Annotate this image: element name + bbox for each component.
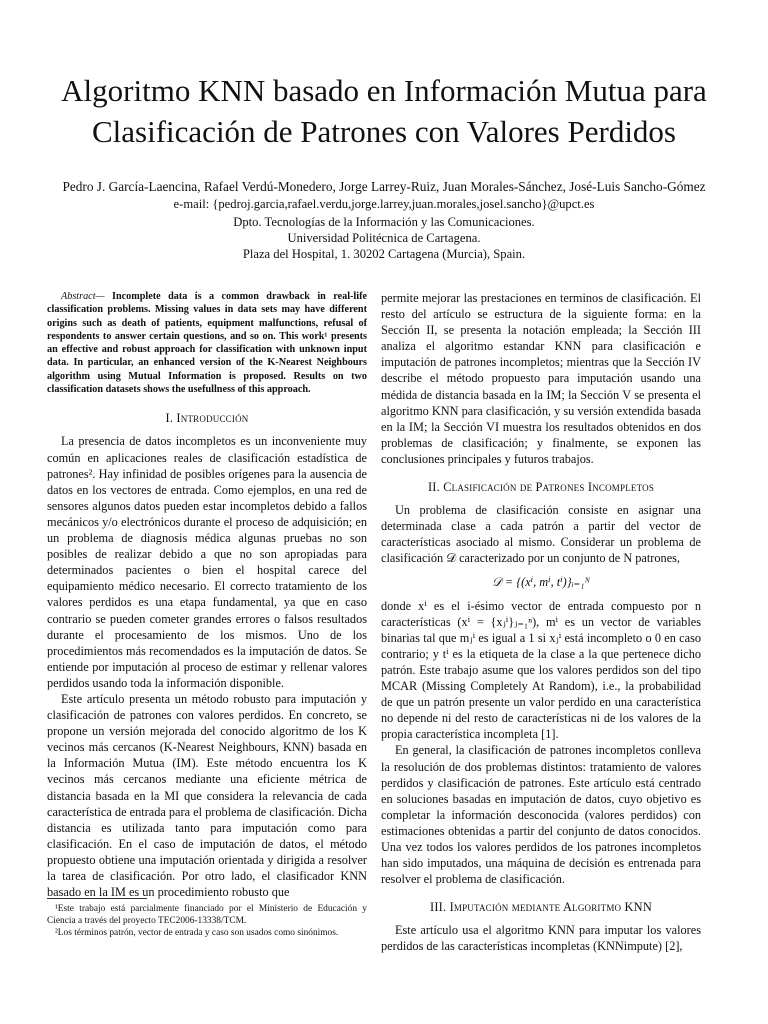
dataset-equation: 𝒟 = {(xⁱ, mⁱ, tⁱ)}ᵢ₌₁ᴺ: [491, 574, 591, 589]
right-column: [381, 290, 701, 955]
email-line: e-mail: {pedroj.garcia,rafael.verdu,jorge.larrey,juan.morales,josel.sancho}@upct.es: [173, 197, 595, 211]
footnote-rule: [47, 898, 147, 899]
abstract-label: Abstract—: [61, 291, 105, 302]
abstract-text: Incomplete data is a common drawback in real-life classification problems. Missing values in data sets may have different origins such as death of patients, equipment malfunctions, refusal of respondents to answer certain questions, and so on. This work¹ presents an effective and robust approach for classification with unknown input data. In particular, an enhanced version of the K-Nearest Neighbours algorithm using Mutual Information is proposed. Results on two classification datasets shows the usefullness of this approach.: [47, 291, 367, 396]
section2-paragraph-2: donde xⁱ es el i-ésimo vector de entrada compuesto por n características (xⁱ = {xⱼⁱ}ⱼ₌₁ⁿ), mⁱ es un vector de variables binarias tal que mⱼⁱ es igual a 1 si xⱼⁱ está incompleto o 0 en caso contrario; y tⁱ es la etiqueta de la clase a la que pertenece dicho patrón. Este trabajo asume que los valores perdidos son del tipo MCAR (Missing Completely At Random), i.e., la probabilidad de que un patrón presente un valor perdido en una característica no depende ni del resto de características ni de los valores de la propia característica incompleta [1].: [381, 598, 701, 742]
author-list: Pedro J. García-Laencina, Rafael Verdú-Monedero, Jorge Larrey-Ruiz, Juan Morales-Sánchez, José-Luis Sancho-Gómez: [62, 179, 706, 194]
footnote-2: ²Los términos patrón, vector de entrada y caso son usados como sinónimos.: [55, 928, 339, 938]
section-heading-clasificacion: II. Clasificación de Patrones Incompletos: [427, 480, 655, 495]
section-heading-introduccion: I. Introducción: [165, 411, 249, 426]
intro-continuation: permite mejorar las prestaciones en terminos de clasificación. El resto del artículo se estructura de la siguiente forma: en la Sección II, se presenta la notación empleada; la Sección III analiza el algoritmo estandar KNN para clasificación e imputación de patrones incompletos; mientras que la Sección IV describe el método propuesto para imputación usando una médida de distancia basada en la IM; la Sección V se presenta el algoritmo KNN para clasificación, y su versión extendida basada en la IM; la Sección VI muestra los resultados obtenidos en dos problemas de clasificación; y finalmente, se exponen las conclusiones principales y futuros trabajos.: [381, 291, 701, 466]
section-heading-imputacion: III. Imputación mediante Algoritmo KNN: [430, 900, 652, 915]
university: Universidad Politécnica de Cartagena.: [287, 231, 481, 245]
section3-paragraph-1: Este artículo usa el algoritmo KNN para imputar los valores perdidos de las características incompletas (KNNimpute) [2],: [381, 923, 701, 954]
section2-paragraph-3: En general, la clasificación de patrones incompletos conlleva la resolución de dos problemas distintos: tratamiento de valores perdidos y clasificación de patrones. Este artículo está centrado en soluciones basadas en imputación de datos, cuyo objetivo es completar la información desconocida (valores perdidos) con estimaciones obtenidas a partir del conjunto de datos conocidos. Una vez todos los valores perdidos de los patrones incompletos han sido imputados, una máquina de decisión es entrenada para resolver el problema de clasificación.: [381, 743, 701, 887]
left-column: [47, 290, 367, 900]
paper-title: Algoritmo KNN basado en Información Mutua para Clasificación de Patrones con Valores Perdidos: [61, 73, 707, 149]
footnotes: [47, 898, 367, 939]
intro-paragraph-1: La presencia de datos incompletos es un inconveniente muy común en aplicaciones reales de clasificación estadística de patrones². Hay infinidad de posibles orígenes para la ausencia de datos en los vectores de entrada. Como ejemplos, en una red de sensores algunos datos pueden estar incompletos debido a fallos mecánicos y/o electrónicos durante el proceso de adquisición; en un problema de diagnosis médica algunas pruebas no son posibles de realizar debido a que no son apropiadas para determinados pacientes o bien el hospital carece del equipamiento médico necesario. El correcto tratamiento de los valores perdidos es una etapa fundamental, ya que en caso contrario se pueden cometer grandes errores o falsos resultados durante el procesamiento de los mismos. Uno de los procedimientos más recomendados es la imputación de datos. Se entiende por imputación al proceso de estimar y rellenar valores perdidos usando toda la información disponible.: [47, 434, 367, 690]
address: Plaza del Hospital, 1. 30202 Cartagena (Murcia), Spain.: [242, 247, 526, 261]
abstract: [47, 290, 367, 396]
section2-paragraph-1: Un problema de clasificación consiste en asignar una determinada clase a cada patrón a partir del vector de características asociado al mismo. Considerar un problema de clasificación 𝒟 caracterizado por un conjunto de N patrones,: [381, 503, 701, 566]
intro-paragraph-2: Este artículo presenta un método robusto para imputación y clasificación de patrones con valores perdidos. En concreto, se propone un versión mejorada del conocido algoritmo de los K vecinos más cercanos (K-Nearest Neighbours, KNN) basada en la Información Mutua (IM). Este método encuentra los K vecinos más cercanos mediante una eficiente métrica de distancia basada en la MI que considera la relevancia de cada característica de entrada para el problema de clasificación. Dicha distancia es utilizada tanto para imputación como para clasificación. En el caso de imputación de datos, el método propuesto obtiene una imputación orientada y dirigida a resolver la tarea de clasificación. Por otro lado, el clasificador KNN basado en la IM es un procedimiento robusto que: [47, 691, 367, 900]
footnote-1: ¹Este trabajo está parcialmente financiado por el Ministerio de Educación y Ciencia a través del proyecto TEC2006-13338/TCM.: [47, 904, 367, 926]
department: Dpto. Tecnologías de la Información y las Comunicaciones.: [233, 215, 535, 229]
